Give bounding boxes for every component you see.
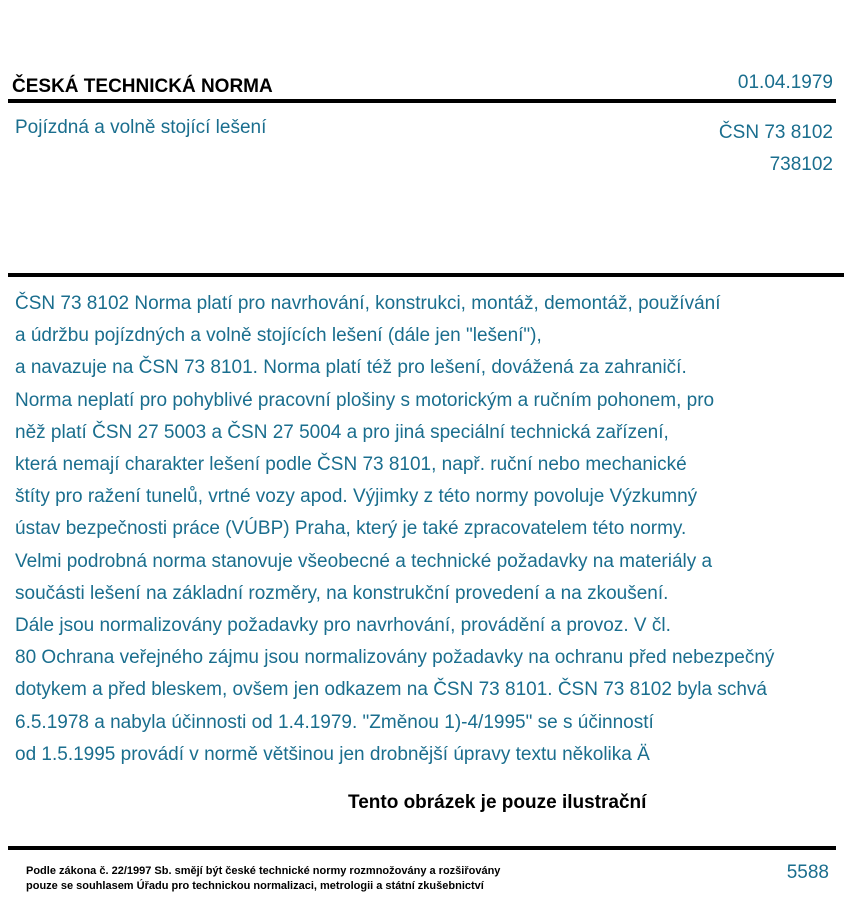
legal-notice (26, 864, 500, 894)
standard-description (15, 288, 774, 771)
standard-class-number: 738102 (769, 154, 833, 175)
legal-notice-line: Podle zákona č. 22/1997 Sb. smějí být české technické normy rozmnožovány a rozšiřovány (26, 865, 501, 877)
body-line: 80 Ochrana veřejného zájmu jsou normalizovány požadavky na ochranu před nebezpečný (15, 647, 775, 669)
section-divider (8, 273, 844, 277)
body-line: od 1.5.1995 provádí v normě většinou jen drobnější úpravy textu několika Ä (15, 743, 650, 765)
body-line: Dále jsou normalizovány požadavky pro navrhování, provádění a provoz. V čl. (15, 615, 671, 637)
page-number: 5588 (786, 862, 829, 883)
body-line: která nemají charakter lešení podle ČSN 73 8101, např. ruční nebo mechanické (15, 454, 687, 476)
illustration-note: Tento obrázek je pouze ilustrační (348, 792, 647, 813)
body-line: Norma neplatí pro pohyblivé pracovní plošiny s motorickým a ručním pohonem, pro (15, 389, 715, 411)
body-line: Velmi podrobná norma stanovuje všeobecné a technické požadavky na materiály a (15, 550, 713, 572)
standard-identifier (719, 117, 833, 181)
body-line: a údržbu pojízdných a volně stojících lešení (dále jen "lešení"), (15, 325, 542, 347)
body-line: štíty pro ražení tunelů, vrtné vozy apod. Výjimky z této normy povoluje Výzkumný (15, 486, 698, 508)
issue-date: 01.04.1979 (737, 72, 833, 93)
body-line: ČSN 73 8102 Norma platí pro navrhování, konstrukci, montáž, demontáž, používání (15, 293, 721, 314)
body-line: a navazuje na ČSN 73 8101. Norma platí též pro lešení, dovážená za zahraničí. (15, 357, 687, 379)
document-title: ČESKÁ TECHNICKÁ NORMA (12, 76, 273, 97)
header-divider (8, 99, 836, 103)
standard-code: ČSN 73 8102 (718, 122, 833, 143)
legal-notice-line: pouze se souhlasem Úřadu pro technickou normalizaci, metrologii a státní zkušebnictví (26, 880, 484, 892)
body-line: součásti lešení na základní rozměry, na konstrukční provedení a na zkoušení. (15, 582, 669, 604)
body-line: 6.5.1978 a nabyla účinnosti od 1.4.1979. "Změnou 1)-4/1995" se s účinností (15, 711, 654, 733)
standard-subject: Pojízdná a volně stojící lešení (15, 117, 267, 138)
body-line: ústav bezpečnosti práce (VÚBP) Praha, který je také zpracovatelem této normy. (15, 518, 687, 540)
body-line: dotykem a před bleskem, ovšem jen odkazem na ČSN 73 8101. ČSN 73 8102 byla schvá (15, 679, 767, 701)
footer-divider (8, 846, 836, 850)
body-line: něž platí ČSN 27 5003 a ČSN 27 5004 a pro jiná speciální technická zařízení, (15, 421, 669, 443)
